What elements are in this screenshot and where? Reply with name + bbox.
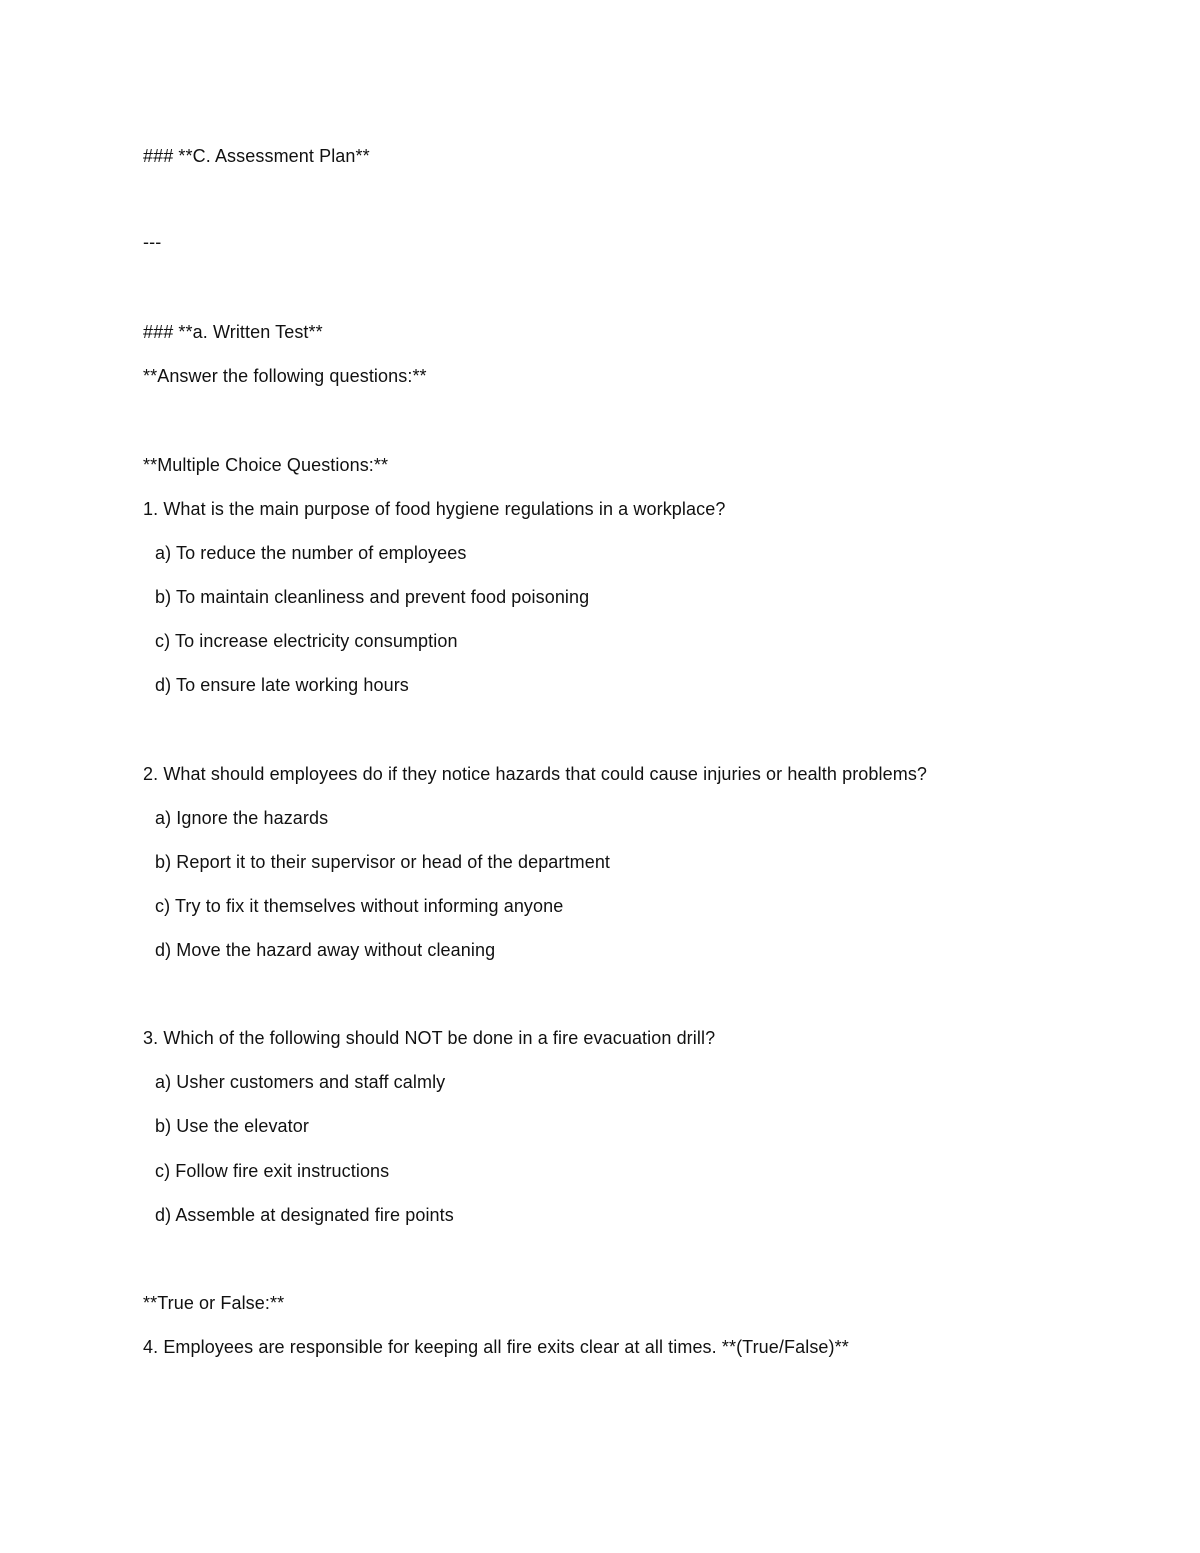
question-1-option-b: b) To maintain cleanliness and prevent food poisoning bbox=[155, 587, 590, 607]
question-2-option-c: c) Try to fix it themselves without informing anyone bbox=[155, 896, 564, 916]
question-2-option-a: a) Ignore the hazards bbox=[155, 808, 329, 828]
question-2-option-b: b) Report it to their supervisor or head of the department bbox=[155, 852, 611, 872]
question-2-option-d: d) Move the hazard away without cleaning bbox=[155, 940, 496, 960]
instruction-text: **Answer the following questions:** bbox=[143, 366, 427, 386]
question-3-option-b: b) Use the elevator bbox=[155, 1116, 309, 1136]
true-false-question-4: 4. Employees are responsible for keeping all fire exits clear at all times. **(True/False)** bbox=[143, 1337, 849, 1357]
section-heading-assessment-plan: ### **C. Assessment Plan** bbox=[143, 146, 370, 166]
question-1-option-a: a) To reduce the number of employees bbox=[155, 543, 467, 563]
question-2-text: 2. What should employees do if they notice hazards that could cause injuries or health problems? bbox=[143, 764, 928, 784]
question-3-text: 3. Which of the following should NOT be done in a fire evacuation drill? bbox=[143, 1028, 716, 1048]
question-1-option-c: c) To increase electricity consumption bbox=[155, 631, 458, 651]
separator: --- bbox=[143, 232, 162, 252]
true-false-heading: **True or False:** bbox=[143, 1293, 285, 1313]
question-1-text: 1. What is the main purpose of food hygiene regulations in a workplace? bbox=[143, 499, 726, 519]
question-3-option-c: c) Follow fire exit instructions bbox=[155, 1161, 390, 1181]
section-heading-written-test: ### **a. Written Test** bbox=[143, 322, 323, 342]
mcq-heading: **Multiple Choice Questions:** bbox=[143, 455, 389, 475]
question-1-option-d: d) To ensure late working hours bbox=[155, 675, 409, 695]
question-3-option-d: d) Assemble at designated fire points bbox=[155, 1205, 454, 1225]
question-3-option-a: a) Usher customers and staff calmly bbox=[155, 1072, 446, 1092]
